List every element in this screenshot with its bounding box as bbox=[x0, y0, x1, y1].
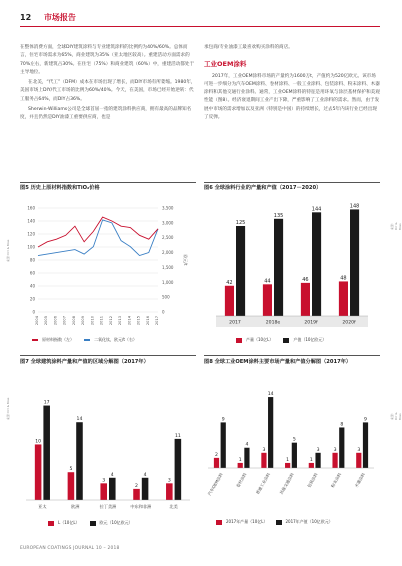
bar-value bbox=[315, 453, 320, 468]
data-label: 17 bbox=[43, 400, 50, 406]
data-label: 125 bbox=[235, 220, 246, 226]
tick-label-left: 20 bbox=[29, 296, 35, 302]
data-label: 5 bbox=[69, 467, 73, 473]
legend-label: 欧元（10亿欧元） bbox=[99, 520, 133, 525]
section-title: 市场报告 bbox=[43, 13, 76, 22]
bar-chart bbox=[20, 372, 196, 518]
tick-label-right: 1,500 bbox=[162, 264, 174, 270]
category-label: 普通工业涂料 bbox=[254, 472, 272, 496]
data-label: 3 bbox=[167, 478, 171, 484]
figure-rule bbox=[20, 182, 196, 183]
data-label: 2 bbox=[135, 483, 138, 489]
category-label: 木器涂料 bbox=[353, 472, 367, 489]
tick-label-x: 2004 bbox=[35, 316, 39, 326]
bar-volume bbox=[238, 463, 243, 468]
tick-label-x: 2011 bbox=[99, 316, 104, 326]
tick-label-x: 2010 bbox=[90, 316, 95, 326]
chart-legend bbox=[236, 337, 326, 343]
category-label: 粉末涂料 bbox=[329, 472, 343, 489]
data-label: 3 bbox=[357, 447, 361, 453]
data-label: 1 bbox=[309, 457, 313, 463]
category-label: 亚太 bbox=[38, 504, 47, 509]
figure-title: 图8 全球工业OEM涂料主要市场产量和产值分解图（2017年） bbox=[204, 359, 352, 365]
legend-swatch bbox=[32, 339, 38, 341]
category-label: 2017 bbox=[229, 320, 241, 326]
body-column-left bbox=[20, 44, 196, 125]
tick-label-left: 120 bbox=[27, 231, 35, 237]
bar-value bbox=[292, 443, 297, 468]
tick-label-right: 3,000 bbox=[162, 220, 174, 226]
paragraph: Sherwin-Williams公司是全球首屈一指的建筑涂料供应商，拥有最高的品牌知名度，并且仍然是DIY油漆工重要供应商，也是 bbox=[20, 107, 192, 121]
data-label: 10 bbox=[35, 439, 42, 445]
tick-label-left: 60 bbox=[29, 270, 35, 276]
bar-value bbox=[175, 439, 182, 500]
figure-source: 来源: Orr & Boss bbox=[390, 222, 402, 230]
data-label: 3 bbox=[316, 447, 320, 453]
data-label: 11 bbox=[174, 433, 181, 439]
data-label: 9 bbox=[364, 417, 367, 423]
data-label: 1 bbox=[286, 457, 290, 463]
data-label: 148 bbox=[349, 203, 360, 210]
body-column-right bbox=[204, 44, 380, 124]
tick-label-x: 2016 bbox=[145, 316, 150, 326]
bar-value bbox=[43, 406, 50, 500]
data-label: 44 bbox=[264, 278, 271, 285]
chart-legend bbox=[216, 519, 333, 525]
figure-rule bbox=[204, 182, 380, 183]
data-label: 9 bbox=[221, 417, 225, 423]
page-number: 12 bbox=[20, 13, 32, 22]
legend-label: 产量（10亿L） bbox=[246, 337, 274, 342]
category-label: 卷材涂料 bbox=[235, 472, 248, 489]
legend-label: 原材料指数（左） bbox=[42, 337, 74, 342]
bar-volume bbox=[263, 284, 272, 316]
axis-label-right: 欧元/t bbox=[183, 254, 188, 266]
series-line-tio2 bbox=[38, 220, 158, 256]
tick-label-x: 2017 bbox=[155, 316, 159, 326]
paragraph: 2017年，工业OEM涂料市场的产量约为1600万t，产值约为520亿欧元。该市场可进一步细分为汽车OEM涂料、卷材涂料、一般工业涂料、包装涂料、粉末涂料、木器涂料和其他交通行业涂料。通常，工业OEM涂料的特征是用环氧与涂层基材保护和美观性能（图8）。经济衰退期间工业产出下降，严重影响了工业涂料的需求。然而，由于发展中市场的需求增加以及亚洲（特别是中国）的持续增长，过去5年内该行业已经出现了反弹。 bbox=[204, 73, 380, 121]
bar-value bbox=[274, 219, 283, 316]
tick-label-left: 40 bbox=[29, 283, 35, 289]
bar-volume bbox=[133, 489, 140, 500]
category-label: 汽车OEM涂料 bbox=[206, 472, 224, 497]
category-label: 北美 bbox=[169, 504, 178, 509]
data-label: 14 bbox=[76, 417, 83, 423]
category-label: 包装涂料 bbox=[306, 472, 319, 489]
bar-value bbox=[142, 478, 149, 500]
page-footer: EUROPEAN COATINGS JOURNAL 10 – 2018 bbox=[20, 546, 120, 551]
bar-value bbox=[236, 226, 245, 316]
figure-title: 图7 全球建筑涂料产量和产值的区域分解图（2017年） bbox=[20, 359, 149, 365]
figure-source: 来源: Orr & Boss bbox=[390, 412, 402, 420]
data-label: 5 bbox=[292, 437, 296, 443]
bar-volume bbox=[285, 463, 290, 468]
figure-rule bbox=[204, 355, 380, 356]
category-label: 2019f bbox=[304, 320, 318, 326]
category-label: 欧洲 bbox=[71, 504, 80, 509]
paragraph: 在整体消费方面，全球DIY建筑涂料与专业建筑涂料的比例约为40%/60%。总体而言，住宅市场需求为65%，商业建筑为35%（亚太地区较高）。重建活动方面需求的70%左右，新建筑占30%。在住宅（75%）和商业建筑（60%）中，重建活动都处于主导地位。 bbox=[20, 45, 195, 75]
tick-label-right: 500 bbox=[162, 294, 170, 300]
tick-label-x: 2012 bbox=[108, 316, 113, 326]
legend-label: 2017年产值（10亿欧元） bbox=[285, 519, 333, 524]
figure-rule bbox=[20, 355, 196, 356]
paragraph: 在北美，“代工”（DFM）成本在市场出现了增长，而DIY市场有所萎缩。1980年，美国市场上DIY/代工市场的比例为60%/40%。今天，在美国，市场已经开始逆转：代工服务占64%，而DIY占36%。 bbox=[20, 80, 196, 102]
data-label: 4 bbox=[245, 442, 249, 448]
figure-title: 图6 全球涂料行业的产量和产值（2017－2020） bbox=[204, 185, 322, 191]
bar-volume bbox=[35, 444, 42, 500]
legend-swatch bbox=[236, 338, 242, 343]
line-chart bbox=[20, 194, 196, 356]
bar-value bbox=[109, 478, 116, 500]
tick-label-x: 2015 bbox=[136, 316, 141, 326]
bar-volume bbox=[332, 453, 337, 468]
data-label: 3 bbox=[102, 478, 106, 484]
legend-label: 产值（10亿欧元） bbox=[293, 337, 327, 342]
legend-swatch bbox=[216, 520, 222, 525]
tick-label-right: 3,500 bbox=[162, 205, 174, 211]
tick-label-left: 160 bbox=[27, 205, 35, 211]
bar-value bbox=[363, 422, 368, 468]
bar-volume bbox=[214, 458, 219, 468]
bar-volume bbox=[225, 286, 234, 316]
chart-legend bbox=[32, 337, 137, 343]
bar-value bbox=[339, 427, 344, 468]
category-label: 2020f bbox=[342, 320, 356, 326]
tick-label-x: 2009 bbox=[81, 316, 86, 326]
bar-value bbox=[76, 422, 83, 500]
tick-label-right: 0 bbox=[162, 309, 165, 315]
bar-chart bbox=[204, 194, 380, 334]
data-label: 8 bbox=[340, 422, 344, 428]
figure-source: 来源: Orr & Boss bbox=[6, 239, 10, 262]
legend-label: 二氧化钛，欧元/t（右） bbox=[94, 337, 137, 342]
page-header bbox=[20, 12, 76, 23]
legend-swatch bbox=[90, 521, 96, 526]
category-label: 2018e bbox=[265, 320, 281, 326]
legend-swatch bbox=[276, 520, 282, 525]
data-label: 4 bbox=[143, 472, 147, 478]
tick-label-x: 2005 bbox=[44, 316, 49, 326]
header-rule bbox=[20, 26, 380, 27]
figure-title: 图5 历史上原材料指数和TiO₂价格 bbox=[20, 185, 100, 191]
tick-label-x: 2007 bbox=[62, 316, 67, 326]
category-label: 中东和非洲 bbox=[130, 504, 152, 509]
legend-label: 2017年产量（10亿L） bbox=[226, 519, 268, 524]
paragraph: 承包商/专业油漆工最喜欢购买涂料的商店。 bbox=[204, 45, 293, 50]
tick-label-right: 2,500 bbox=[162, 235, 174, 241]
bar-volume bbox=[309, 463, 314, 468]
bar-value bbox=[268, 397, 273, 468]
bar-volume bbox=[339, 281, 348, 316]
bar-volume bbox=[166, 483, 173, 500]
bar-chart bbox=[204, 380, 380, 514]
bar-volume bbox=[356, 453, 361, 468]
data-label: 1 bbox=[238, 457, 242, 463]
bar-value bbox=[312, 212, 321, 316]
data-label: 4 bbox=[110, 472, 114, 478]
bar-value bbox=[350, 209, 359, 316]
bar-volume bbox=[301, 283, 310, 316]
legend-label: L（10亿L） bbox=[58, 520, 80, 525]
tick-label-x: 2014 bbox=[127, 316, 132, 326]
data-label: 2 bbox=[215, 452, 218, 458]
tick-label-right: 1,000 bbox=[162, 279, 174, 285]
tick-label-x: 2008 bbox=[71, 316, 76, 326]
bar-volume bbox=[261, 453, 266, 468]
tick-label-x: 2006 bbox=[53, 316, 58, 326]
data-label: 48 bbox=[340, 275, 347, 282]
tick-label-left: 0 bbox=[32, 309, 35, 315]
figure-source: 来源: Orr & Boss bbox=[6, 397, 10, 420]
data-label: 14 bbox=[267, 392, 274, 398]
bar-volume bbox=[100, 483, 107, 500]
data-label: 3 bbox=[333, 447, 337, 453]
bar-value bbox=[244, 448, 249, 468]
tick-label-left: 100 bbox=[27, 244, 35, 250]
subheading: 工业OEM涂料 bbox=[204, 60, 247, 69]
data-label: 144 bbox=[311, 206, 322, 213]
data-label: 3 bbox=[262, 447, 266, 453]
bar-volume bbox=[68, 472, 75, 500]
tick-label-x: 2013 bbox=[118, 316, 123, 326]
legend-swatch bbox=[283, 338, 289, 343]
legend-swatch bbox=[84, 339, 90, 341]
tick-label-right: 2,000 bbox=[162, 250, 174, 256]
data-label: 42 bbox=[226, 279, 233, 286]
bar-value bbox=[221, 422, 226, 468]
category-label: 拉丁美洲 bbox=[99, 504, 117, 509]
chart-legend bbox=[48, 520, 133, 526]
data-label: 135 bbox=[273, 212, 284, 219]
data-label: 46 bbox=[302, 276, 309, 283]
tick-label-left: 80 bbox=[29, 257, 35, 263]
category-label: 其他交通涂料 bbox=[278, 472, 295, 496]
tick-label-left: 140 bbox=[27, 218, 35, 224]
legend-swatch bbox=[48, 521, 54, 526]
